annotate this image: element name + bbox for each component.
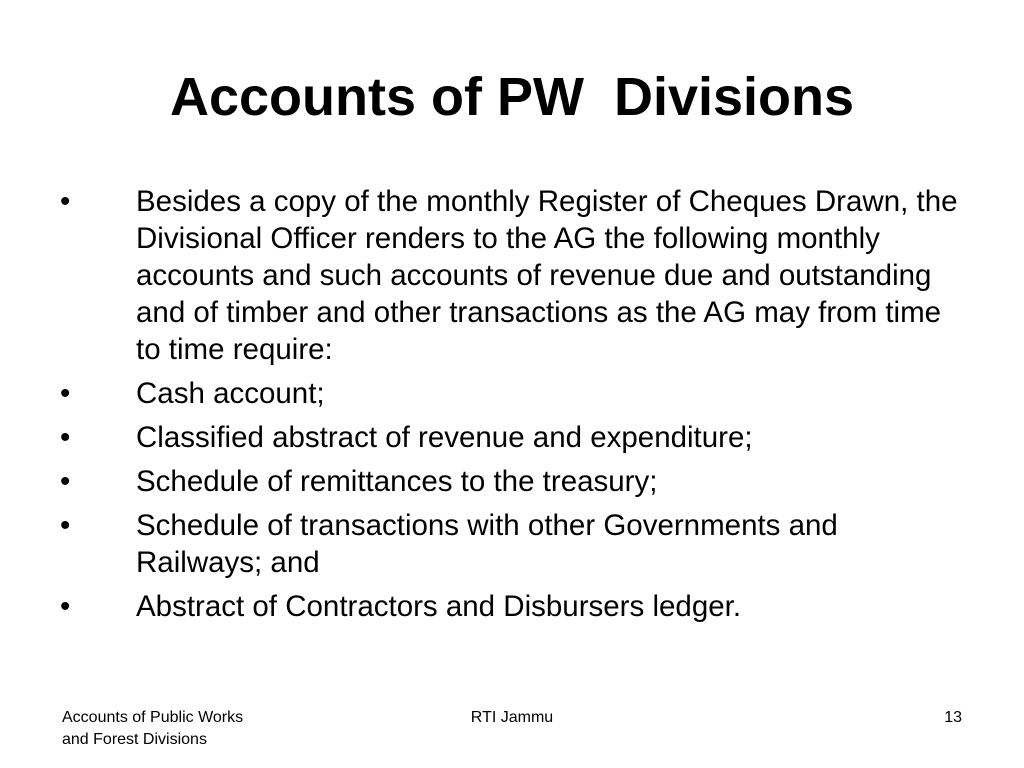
bullet-text: Classified abstract of revenue and expenditure; xyxy=(136,421,753,454)
bullet-dot-icon: • xyxy=(60,377,71,410)
page-number: 13 xyxy=(944,709,962,726)
slide-title: Accounts of PW Divisions xyxy=(169,67,855,127)
bullet-item xyxy=(60,183,965,368)
bullet-text: Abstract of Contractors and Disbursers ledger. xyxy=(136,590,742,623)
bullet-text: Besides a copy of the monthly Register of Cheques Drawn, the Divisional Officer renders to the AG the following monthly accounts and such accounts of revenue due and outstanding and of timber and other transactions as the AG may from time to time require: xyxy=(136,185,958,366)
bullet-dot-icon: • xyxy=(60,465,71,498)
bullet-item xyxy=(60,463,965,500)
bullet-list xyxy=(60,183,965,632)
footer-center-text: RTI Jammu xyxy=(470,709,554,726)
bullet-dot-icon: • xyxy=(60,185,71,218)
footer-left-text: Accounts of Public Works and Forest Divisions xyxy=(62,709,244,748)
bullet-item xyxy=(60,419,965,456)
bullet-dot-icon: • xyxy=(60,421,71,454)
bullet-item xyxy=(60,588,965,625)
bullet-item xyxy=(60,375,965,412)
bullet-item xyxy=(60,507,965,581)
bullet-dot-icon: • xyxy=(60,509,71,542)
bullet-text: Schedule of remittances to the treasury; xyxy=(136,465,658,498)
bullet-text: Schedule of transactions with other Governments and Railways; and xyxy=(136,509,838,579)
bullet-text: Cash account; xyxy=(136,377,325,410)
bullet-dot-icon: • xyxy=(60,590,71,623)
